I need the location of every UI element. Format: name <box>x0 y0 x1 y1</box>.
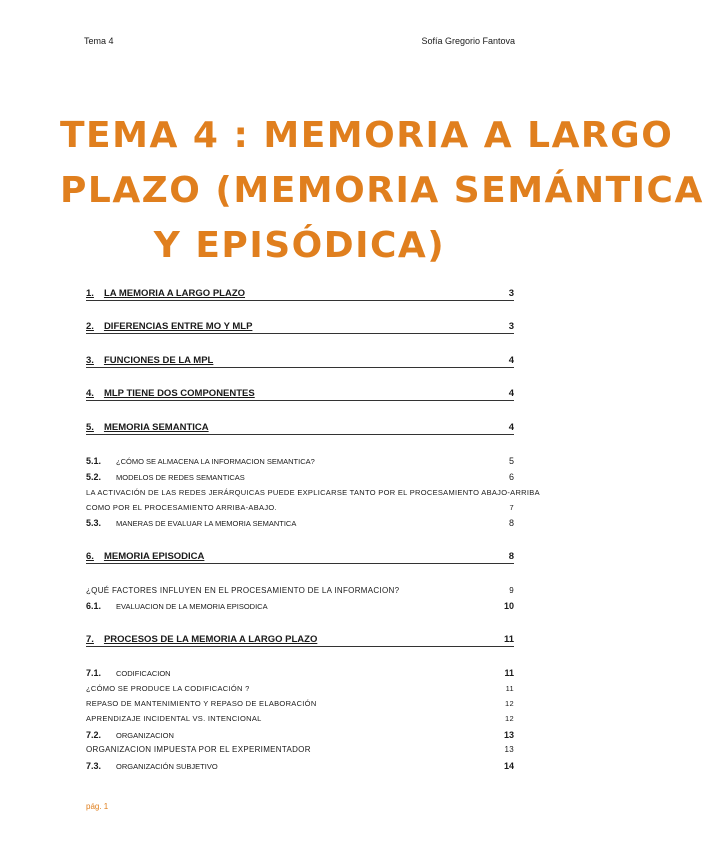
toc-page: 13 <box>504 745 514 754</box>
toc-number: 5. <box>86 422 94 433</box>
toc-label: MODELOS DE REDES SEMANTICAS <box>116 473 245 482</box>
toc-label: ORGANIZACION <box>116 731 174 740</box>
toc-number: 5.3. <box>86 518 102 528</box>
toc-number: 7.2. <box>86 730 102 740</box>
toc-label: LA MEMORIA A LARGO PLAZO <box>103 288 246 299</box>
toc-page: 11 <box>503 634 514 645</box>
toc-label: EVALUACION DE LA MEMORIA EPISODICA <box>116 602 268 611</box>
toc-label: FUNCIONES DE LA MPL <box>103 355 214 366</box>
toc-page: 11 <box>505 684 514 693</box>
toc-page: 5 <box>508 456 514 466</box>
toc-page: 8 <box>508 551 514 562</box>
toc-number: 2. <box>86 321 94 332</box>
toc-number: 6.1. <box>86 601 102 611</box>
toc-label: CODIFICACION <box>116 669 171 678</box>
toc-label: LA ACTIVACIÓN DE LAS REDES JERÁRQUICAS PUEDE EXPLICARSE TANTO POR EL PROCESAMIENTO ABAJO-ARRIBA <box>86 488 540 497</box>
toc-label: MEMORIA SEMANTICA <box>103 422 209 433</box>
page-number-footer: pág. 1 <box>86 802 109 811</box>
toc-label: ¿CÓMO SE PRODUCE LA CODIFICACIÓN ? <box>86 684 250 693</box>
toc-label: APRENDIZAJE INCIDENTAL VS. INTENCIONAL <box>86 714 262 723</box>
header-right: Sofía Gregorio Fantova <box>421 36 515 46</box>
toc-label: MANERAS DE EVALUAR LA MEMORIA SEMANTICA <box>116 519 297 528</box>
toc-label: REPASO DE MANTENIMIENTO Y REPASO DE ELABORACIÓN <box>86 699 317 708</box>
toc-label: ORGANIZACIÓN SUBJETIVO <box>116 762 218 771</box>
toc-label: ¿CÓMO SE ALMACENA LA INFORMACION SEMANTICA? <box>116 457 315 466</box>
toc-page: 13 <box>503 730 514 740</box>
toc-page: 12 <box>505 714 514 723</box>
toc-number: 7.1. <box>86 668 102 678</box>
toc-label: MLP TIENE DOS COMPONENTES <box>103 388 255 399</box>
toc-page: 14 <box>503 761 514 771</box>
toc-number: 4. <box>86 388 94 399</box>
toc-number: 5.1. <box>86 456 102 466</box>
toc-number: 3. <box>86 355 94 366</box>
toc-label: COMO POR EL PROCESAMIENTO ARRIBA-ABAJO. <box>86 503 277 512</box>
title-line-3: Y EPISÓDICA) <box>153 225 446 266</box>
toc-page: 6 <box>508 472 514 482</box>
toc-page: 12 <box>505 699 514 708</box>
toc-number: 7.3. <box>86 761 102 771</box>
toc-label: PROCESOS DE LA MEMORIA A LARGO PLAZO <box>103 634 318 645</box>
toc-page: 3 <box>508 288 514 299</box>
title-line-2: PLAZO (MEMORIA SEMÁNTICA <box>60 170 704 211</box>
toc-page: 8 <box>508 518 514 528</box>
toc-page: 10 <box>503 601 514 611</box>
toc-page: 11 <box>504 668 514 678</box>
toc-entry-5[interactable] <box>86 422 514 435</box>
toc-number: 7. <box>86 634 94 645</box>
toc-label: ¿QUÉ FACTORES INFLUYEN EN EL PROCESAMIENTO DE LA INFORMACION? <box>86 586 400 595</box>
toc-number: 6. <box>86 551 94 562</box>
toc-page: 3 <box>508 321 514 332</box>
toc-number: 1. <box>86 288 94 299</box>
toc-number: 5.2. <box>86 472 102 482</box>
toc-entry-2[interactable] <box>86 321 514 334</box>
toc-page: 9 <box>509 586 514 595</box>
document-title <box>60 108 704 273</box>
toc-label: DIFERENCIAS ENTRE MO Y MLP <box>103 321 253 332</box>
toc-entry-7[interactable] <box>86 634 514 647</box>
toc-page: 4 <box>508 355 514 366</box>
title-line-1: TEMA 4 : MEMORIA A LARGO <box>60 115 674 156</box>
header-left: Tema 4 <box>84 36 114 46</box>
toc-entry-3[interactable] <box>86 355 514 368</box>
toc-label: MEMORIA EPISODICA <box>103 551 205 562</box>
toc-label: ORGANIZACION IMPUESTA POR EL EXPERIMENTADOR <box>86 745 311 754</box>
toc-entry-4[interactable] <box>86 388 514 401</box>
toc-entry-1[interactable] <box>86 288 514 301</box>
toc-page: 4 <box>508 388 514 399</box>
toc-page: 7 <box>509 503 514 512</box>
toc-entry-6[interactable] <box>86 551 514 564</box>
toc-page: 4 <box>508 422 514 433</box>
